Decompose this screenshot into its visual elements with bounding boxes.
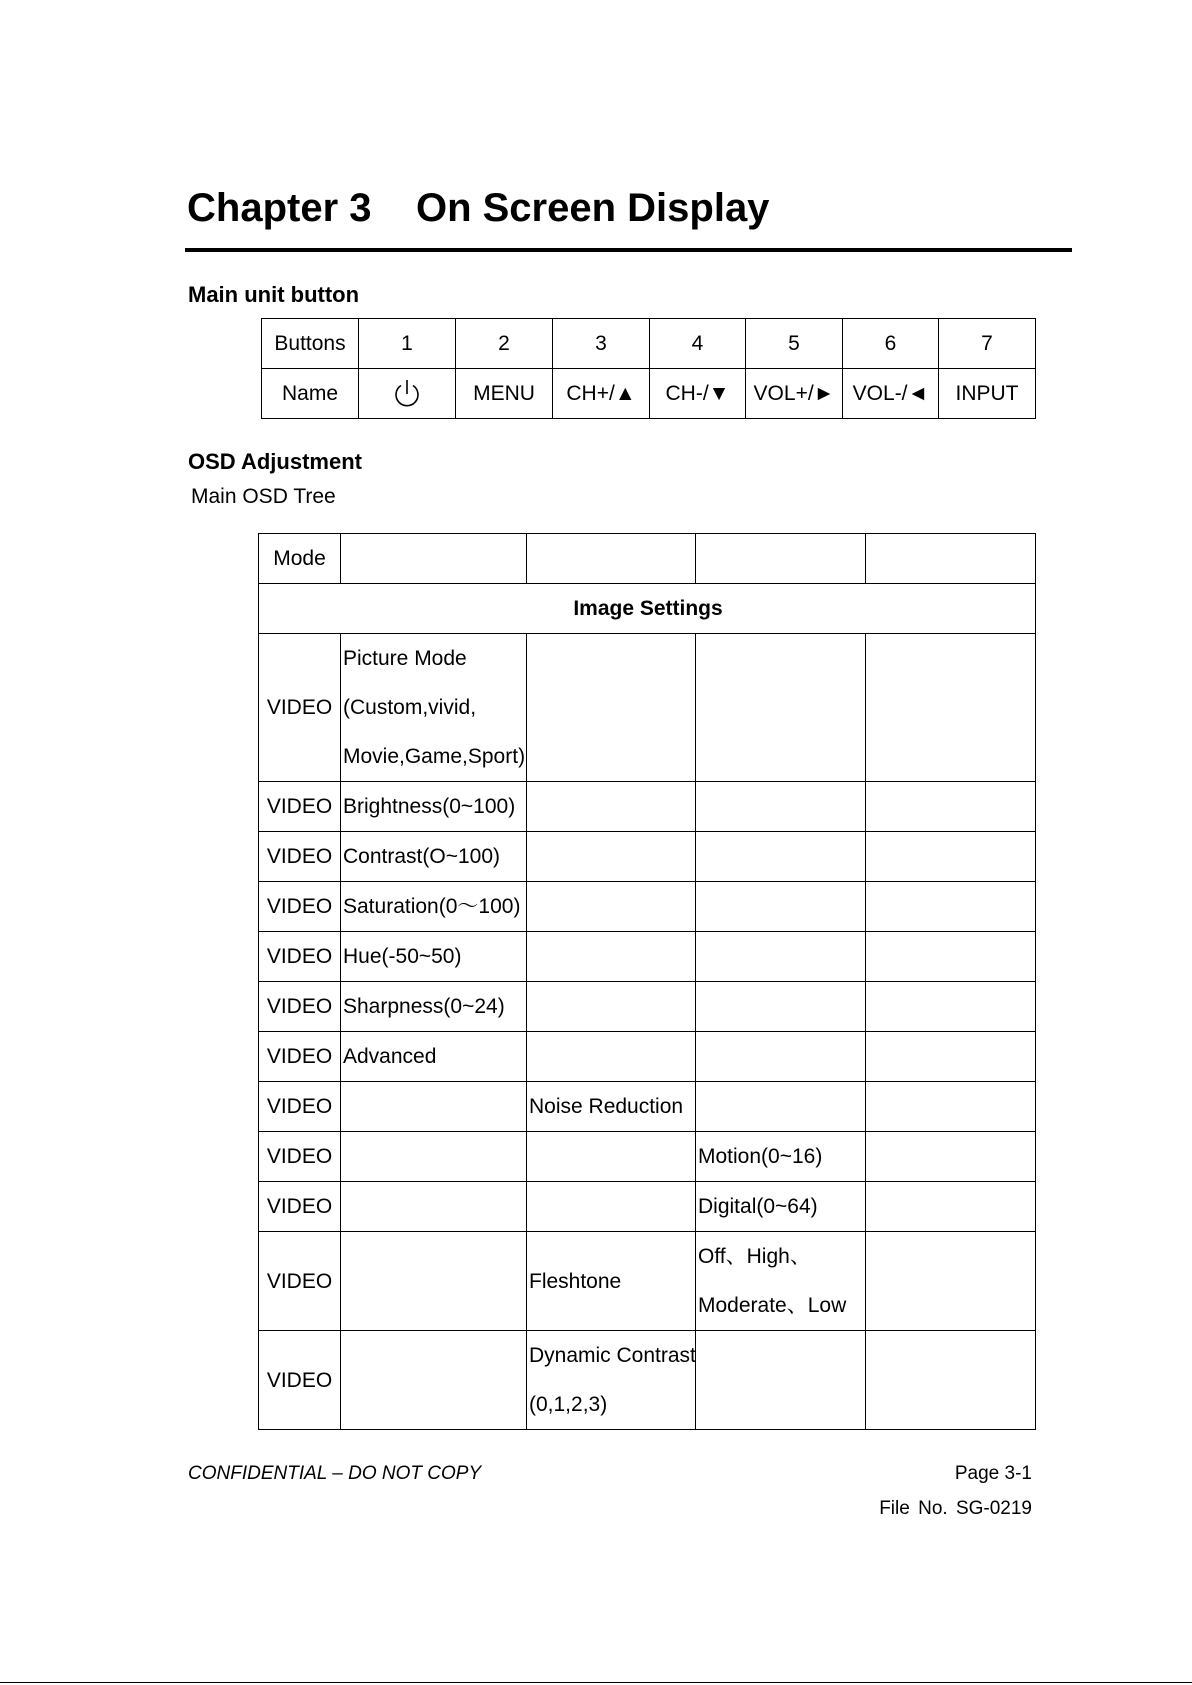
mode-cell: VIDEO (259, 1182, 341, 1232)
empty-cell (696, 1331, 866, 1430)
mode-cell: VIDEO (259, 634, 341, 782)
empty-cell (696, 932, 866, 982)
mode-cell: VIDEO (259, 1082, 341, 1132)
osd-item-cell: Brightness(0~100) (341, 782, 527, 832)
button-number: 2 (456, 319, 553, 369)
empty-cell (341, 1232, 527, 1331)
osd-item-cell: Sharpness(0~24) (341, 982, 527, 1032)
section-title-cell: Image Settings (259, 584, 1036, 634)
empty-cell (866, 882, 1036, 932)
empty-cell (341, 534, 527, 584)
empty-cell (696, 882, 866, 932)
empty-cell (866, 832, 1036, 882)
osd-item-line: Off、High、 (698, 1245, 811, 1268)
empty-cell (696, 982, 866, 1032)
empty-cell (527, 534, 696, 584)
osd-row (259, 1032, 1036, 1082)
empty-cell (866, 1182, 1036, 1232)
mode-cell: VIDEO (259, 932, 341, 982)
osd-row (259, 1132, 1036, 1182)
mode-cell: VIDEO (259, 1132, 341, 1182)
button-number: 7 (939, 319, 1036, 369)
osd-section-row (259, 584, 1036, 634)
osd-item-cell: Fleshtone (527, 1232, 696, 1331)
empty-cell (527, 634, 696, 782)
empty-cell (866, 932, 1036, 982)
osd-item-line: Dynamic Contrast (529, 1344, 696, 1367)
empty-cell (341, 1132, 527, 1182)
osd-row (259, 1182, 1036, 1232)
osd-heading: OSD Adjustment (188, 449, 362, 474)
osd-tree-table (258, 533, 1036, 1430)
name-header-cell: Name (262, 369, 359, 419)
power-icon (392, 378, 422, 410)
button-name: INPUT (939, 369, 1036, 419)
osd-row (259, 1331, 1036, 1430)
button-name: MENU (456, 369, 553, 419)
osd-subheading: Main OSD Tree (191, 485, 336, 508)
empty-cell (527, 1182, 696, 1232)
osd-row (259, 1082, 1036, 1132)
mode-cell: VIDEO (259, 982, 341, 1032)
button-number: 6 (843, 319, 939, 369)
osd-row (259, 832, 1036, 882)
empty-cell (866, 534, 1036, 584)
osd-item-line: (Custom,vivid, (343, 696, 477, 719)
empty-cell (866, 1232, 1036, 1331)
osd-item-line: (0,1,2,3) (529, 1393, 608, 1416)
mode-cell: VIDEO (259, 832, 341, 882)
mode-cell: VIDEO (259, 882, 341, 932)
osd-item-cell (696, 1232, 866, 1331)
button-number: 5 (746, 319, 843, 369)
osd-item-cell: Noise Reduction (527, 1082, 696, 1132)
button-number: 3 (553, 319, 650, 369)
mode-cell: VIDEO (259, 1331, 341, 1430)
mode-cell: VIDEO (259, 1232, 341, 1331)
button-name: VOL+/► (746, 369, 843, 419)
button-number: 4 (650, 319, 746, 369)
empty-cell (527, 1132, 696, 1182)
osd-row (259, 782, 1036, 832)
chapter-divider (185, 248, 1072, 252)
empty-cell (341, 1182, 527, 1232)
osd-item-cell: Digital(0~64) (696, 1182, 866, 1232)
chapter-name: On Screen Display (415, 186, 770, 230)
osd-item-line: Moderate、Low (698, 1294, 847, 1317)
chapter-number: Chapter 3 (187, 186, 372, 230)
page-bottom-edge (0, 1682, 1192, 1683)
osd-item-cell: Hue(-50~50) (341, 932, 527, 982)
empty-cell (527, 982, 696, 1032)
main-unit-heading: Main unit button (188, 282, 360, 307)
empty-cell (696, 1032, 866, 1082)
osd-item-line: Picture Mode (343, 647, 467, 670)
empty-cell (866, 1032, 1036, 1082)
buttons-header-cell: Buttons (262, 319, 359, 369)
empty-cell (527, 832, 696, 882)
empty-cell (696, 1082, 866, 1132)
button-name-power (359, 369, 456, 419)
osd-header-row (259, 534, 1036, 584)
osd-row (259, 882, 1036, 932)
empty-cell (866, 1082, 1036, 1132)
buttons-number-row (262, 319, 1036, 369)
empty-cell (527, 1032, 696, 1082)
page-number: Page 3-1 (954, 1463, 1032, 1484)
button-name: CH-/▼ (650, 369, 746, 419)
empty-cell (866, 1132, 1036, 1182)
osd-item-cell (341, 634, 527, 782)
empty-cell (527, 882, 696, 932)
button-name: VOL-/◄ (843, 369, 939, 419)
empty-cell (866, 982, 1036, 1032)
osd-item-cell: Contrast(O~100) (341, 832, 527, 882)
osd-item-cell: Advanced (341, 1032, 527, 1082)
empty-cell (866, 1331, 1036, 1430)
osd-item-cell: Motion(0~16) (696, 1132, 866, 1182)
empty-cell (696, 832, 866, 882)
mode-cell: VIDEO (259, 782, 341, 832)
osd-row (259, 982, 1036, 1032)
empty-cell (527, 782, 696, 832)
empty-cell (696, 634, 866, 782)
main-unit-button-table (261, 318, 1036, 419)
button-number: 1 (359, 319, 456, 369)
osd-item-cell (527, 1331, 696, 1430)
osd-item-line: Movie,Game,Sport) (343, 745, 526, 768)
empty-cell (866, 634, 1036, 782)
osd-item-cell: Saturation(0～100) (341, 882, 527, 932)
empty-cell (696, 782, 866, 832)
empty-cell (866, 782, 1036, 832)
empty-cell (341, 1331, 527, 1430)
file-number: File No. SG-0219 (879, 1498, 1032, 1519)
mode-cell: VIDEO (259, 1032, 341, 1082)
button-name: CH+/▲ (553, 369, 650, 419)
osd-row (259, 634, 1036, 782)
empty-cell (696, 534, 866, 584)
empty-cell (527, 932, 696, 982)
osd-row (259, 932, 1036, 982)
empty-cell (341, 1082, 527, 1132)
confidential-notice: CONFIDENTIAL – DO NOT COPY (188, 1463, 482, 1484)
buttons-name-row (262, 369, 1036, 419)
mode-header-cell: Mode (259, 534, 341, 584)
chapter-title (187, 186, 769, 231)
osd-row (259, 1232, 1036, 1331)
